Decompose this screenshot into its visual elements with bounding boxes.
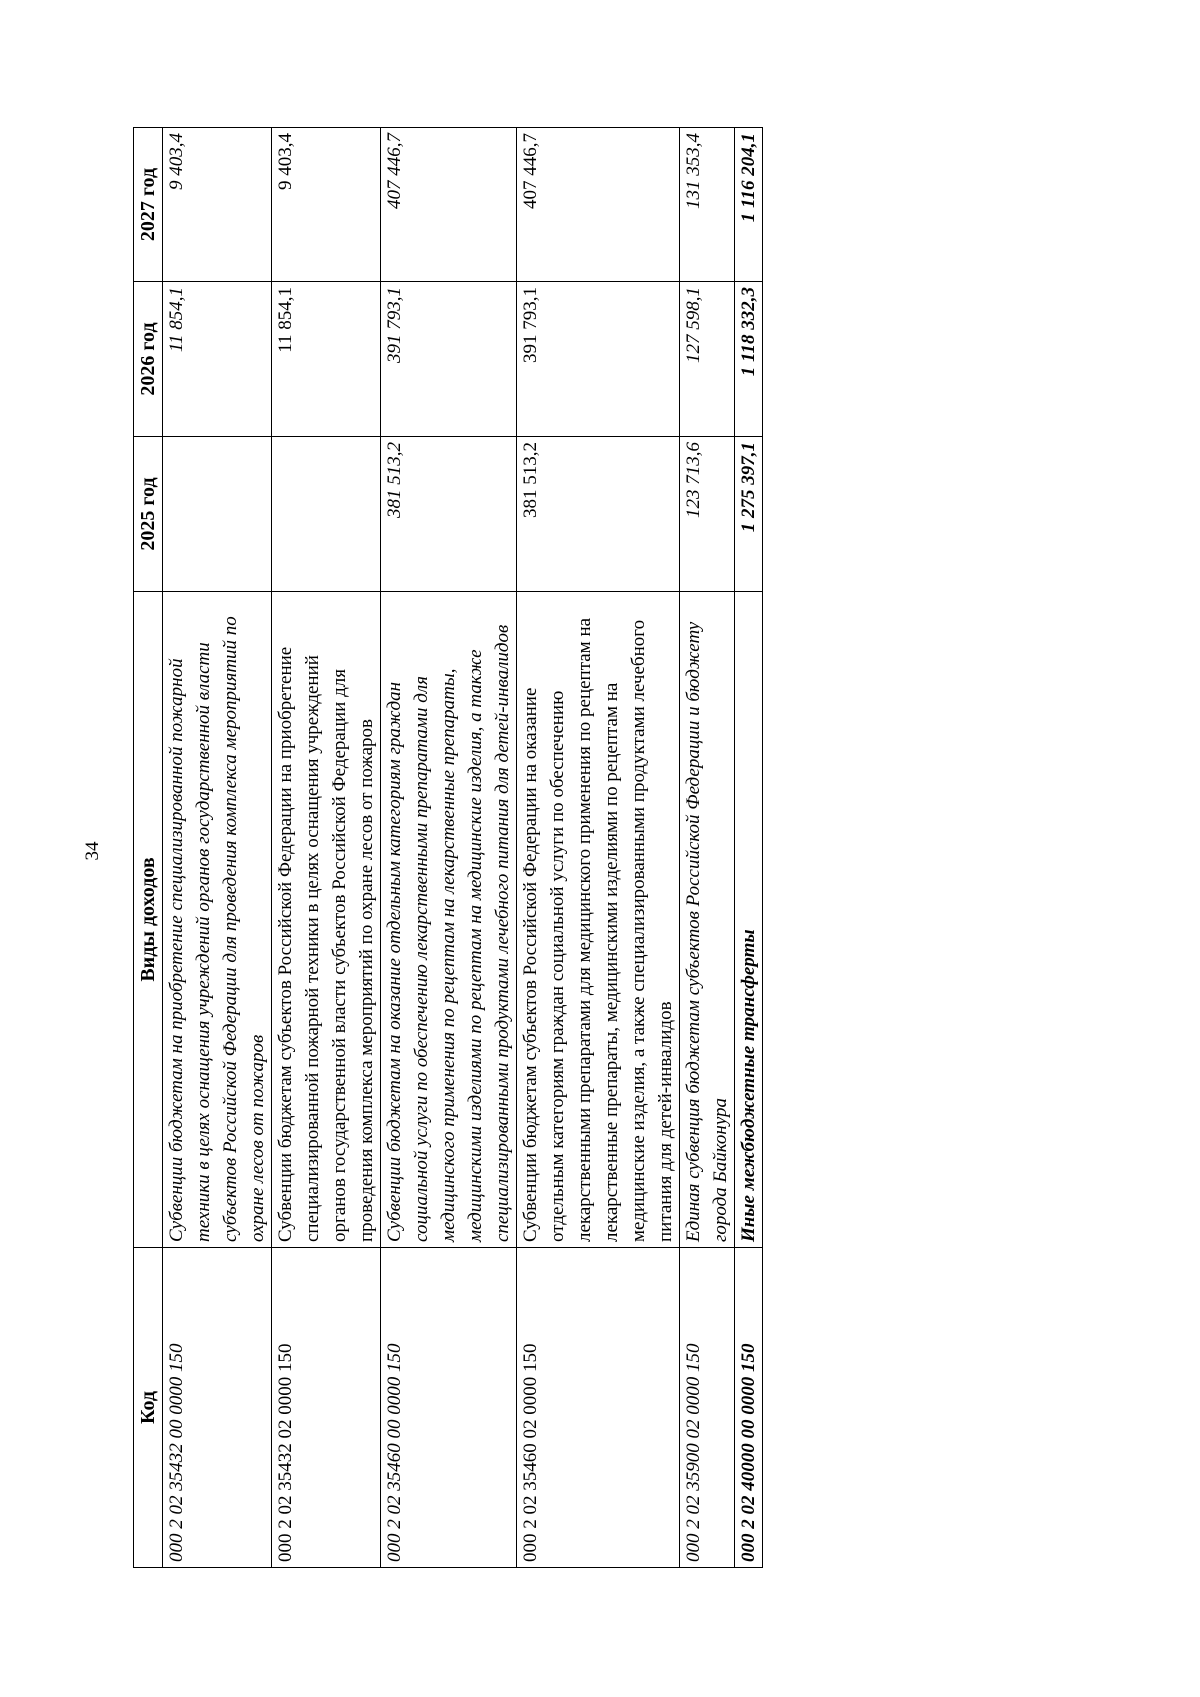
table-row xyxy=(272,128,381,1568)
row-name: Субвенции бюджетам на оказание отдельным категориям граждан социальной услуги по обеспечению лекарственными препаратами для медицинского применения по рецептам на лекарственные препараты, медицинскими изделиями по рецептам на медицинские изделия, а также специализированными продуктами лечебного питания для детей-инвалидов xyxy=(381,592,517,1248)
table-header-row xyxy=(134,128,163,1568)
row-value-2026: 391 793,1 xyxy=(381,282,517,437)
table-row xyxy=(381,128,517,1568)
row-value-2027: 131 353,4 xyxy=(680,128,735,282)
table-row xyxy=(680,128,735,1568)
header-name: Виды доходов xyxy=(134,592,163,1248)
revenue-table xyxy=(133,127,763,1568)
row-value-2026: 127 598,1 xyxy=(680,282,735,437)
row-value-2026: 391 793,1 xyxy=(517,282,680,437)
row-name: Субвенции бюджетам субъектов Российской Федерации на приобретение специализированной пожарной техники в целях оснащения учреждений органов государственной власти субъектов Российской Федерации для проведения комплекса мероприятий по охране лесов от пожаров xyxy=(272,592,381,1248)
header-2025: 2025 год xyxy=(134,437,163,592)
row-code: 000 2 02 35460 02 0000 150 xyxy=(517,1248,680,1568)
row-value-2025: 123 713,6 xyxy=(680,437,735,592)
row-code: 000 2 02 35900 02 0000 150 xyxy=(680,1248,735,1568)
row-code: 000 2 02 35432 02 0000 150 xyxy=(272,1248,381,1568)
header-code: Код xyxy=(134,1248,163,1568)
row-value-2027: 407 446,7 xyxy=(517,128,680,282)
row-name: Иные межбюджетные трансферты xyxy=(735,592,763,1248)
row-value-2027: 1 116 204,1 xyxy=(735,128,763,282)
row-value-2027: 9 403,4 xyxy=(272,128,381,282)
row-value-2026: 11 854,1 xyxy=(163,282,272,437)
row-value-2026: 11 854,1 xyxy=(272,282,381,437)
row-code: 000 2 02 35432 00 0000 150 xyxy=(163,1248,272,1568)
row-value-2025: 1 275 397,1 xyxy=(735,437,763,592)
row-code: 000 2 02 35460 00 0000 150 xyxy=(381,1248,517,1568)
row-value-2025: 381 513,2 xyxy=(517,437,680,592)
rotated-table-container xyxy=(133,128,933,1568)
table-row xyxy=(517,128,680,1568)
page-number: 34 xyxy=(82,841,103,861)
row-name: Субвенции бюджетам на приобретение специализированной пожарной техники в целях оснащения учреждений органов государственной власти субъектов Российской Федерации для проведения комплекса мероприятий по охране лесов от пожаров xyxy=(163,592,272,1248)
row-name: Субвенции бюджетам субъектов Российской Федерации на оказание отдельным категориям граждан социальной услуги по обеспечению лекарственными препаратами для медицинского применения по рецептам на лекарственные препараты, медицинскими изделиями по рецептам на медицинские изделия, а также специализированными продуктами лечебного питания для детей-инвалидов xyxy=(517,592,680,1248)
table-row xyxy=(163,128,272,1568)
row-value-2027: 9 403,4 xyxy=(163,128,272,282)
header-2026: 2026 год xyxy=(134,282,163,437)
row-value-2027: 407 446,7 xyxy=(381,128,517,282)
row-name: Единая субвенция бюджетам субъектов Российской Федерации и бюджету города Байконура xyxy=(680,592,735,1248)
row-value-2025 xyxy=(272,437,381,592)
table-row-total xyxy=(735,128,763,1568)
row-value-2025: 381 513,2 xyxy=(381,437,517,592)
row-value-2025 xyxy=(163,437,272,592)
header-2027: 2027 год xyxy=(134,128,163,282)
row-code: 000 2 02 40000 00 0000 150 xyxy=(735,1248,763,1568)
row-value-2026: 1 118 332,3 xyxy=(735,282,763,437)
